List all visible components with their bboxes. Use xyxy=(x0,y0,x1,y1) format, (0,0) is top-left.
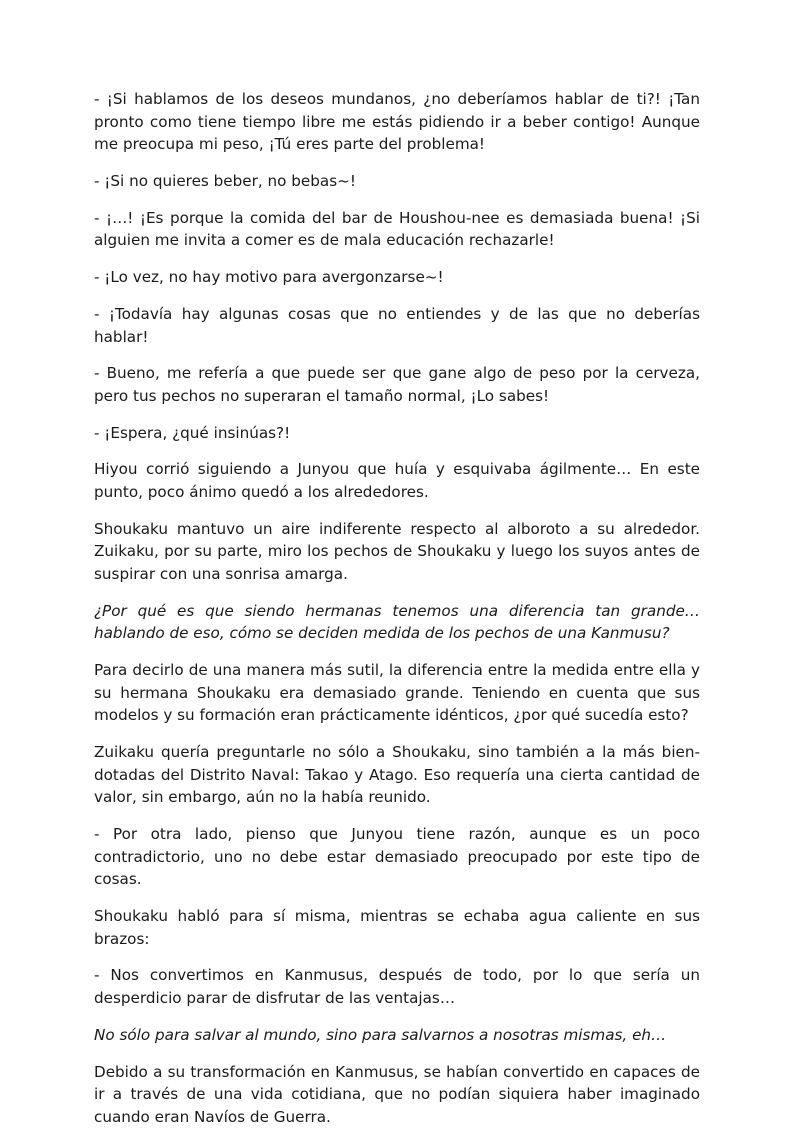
paragraph: Hiyou corrió siguiendo a Junyou que huía y esquivaba ágilmente… En este punto, poco ánimo quedó a los alrededores. xyxy=(94,460,700,502)
paragraph: Shoukaku mantuvo un aire indiferente respecto al alboroto a su alrededor. Zuikaku, por su parte, miro los pechos de Shoukaku y luego los suyos antes de suspirar con una sonrisa amarga. xyxy=(94,519,700,583)
paragraph: Shoukaku habló para sí misma, mientras se echaba agua caliente en sus brazos: xyxy=(94,907,700,948)
paragraph: - ¡Espera, ¿qué insinúas?! xyxy=(94,423,291,442)
paragraph: - ¡Todavía hay algunas cosas que no entiendes y de las que no deberías hablar! xyxy=(94,304,700,346)
paragraph: - Por otra lado, pienso que Junyou tiene razón, aunque es un poco contradictorio, uno no debe estar demasiado preocupado por este tipo de cosas. xyxy=(94,825,700,889)
document-page xyxy=(94,88,700,1143)
paragraph: - ¡…! ¡Es porque la comida del bar de Houshou-nee es demasiada buena! ¡Si alguien me invita a comer es de mala educación rechazarle! xyxy=(94,208,700,250)
paragraph: Debido a su transformación en Kanmusus, se habían convertido en capaces de ir a través de una vida cotidiana, que no podían siquiera haber imaginado cuando eran Navíos de Guerra. xyxy=(94,1062,700,1126)
paragraph: - ¡Si no quieres beber, no bebas~! xyxy=(94,171,356,190)
paragraph: Para decirlo de una manera más sutil, la diferencia entre la medida entre ella y su hermana Shoukaku era demasiado grande. Teniendo en cuenta que sus modelos y su formación eran prácticamente idénticos, ¿por qué sucedía esto? xyxy=(94,661,700,725)
paragraph: - Bueno, me refería a que puede ser que gane algo de peso por la cerveza, pero tus pechos no superaran el tamaño normal, ¡Lo sabes! xyxy=(94,364,700,405)
paragraph-thought: No sólo para salvar al mundo, sino para salvarnos a nosotras mismas, eh… xyxy=(94,1025,667,1044)
paragraph: - Nos convertimos en Kanmusus, después de todo, por lo que sería un desperdicio parar de disfrutar de las ventajas… xyxy=(94,966,700,1008)
paragraph: - ¡Lo vez, no hay motivo para avergonzarse~! xyxy=(94,268,444,287)
paragraph-thought: ¿Por qué es que siendo hermanas tenemos una diferencia tan grande… hablando de eso, cómo se deciden medida de los pechos de una Kanmusu? xyxy=(94,601,700,643)
paragraph: - ¡Si hablamos de los deseos mundanos, ¿no deberíamos hablar de ti?! ¡Tan pronto como tiene tiempo libre me estás pidiendo ir a beber contigo! Aunque me preocupa mi peso, ¡Tú eres parte del problema! xyxy=(94,90,700,154)
paragraph: Zuikaku quería preguntarle no sólo a Shoukaku, sino también a la más bien-dotadas del Distrito Naval: Takao y Atago. Eso requería una cierta cantidad de valor, sin embargo, aún no la había reunido. xyxy=(94,743,700,807)
